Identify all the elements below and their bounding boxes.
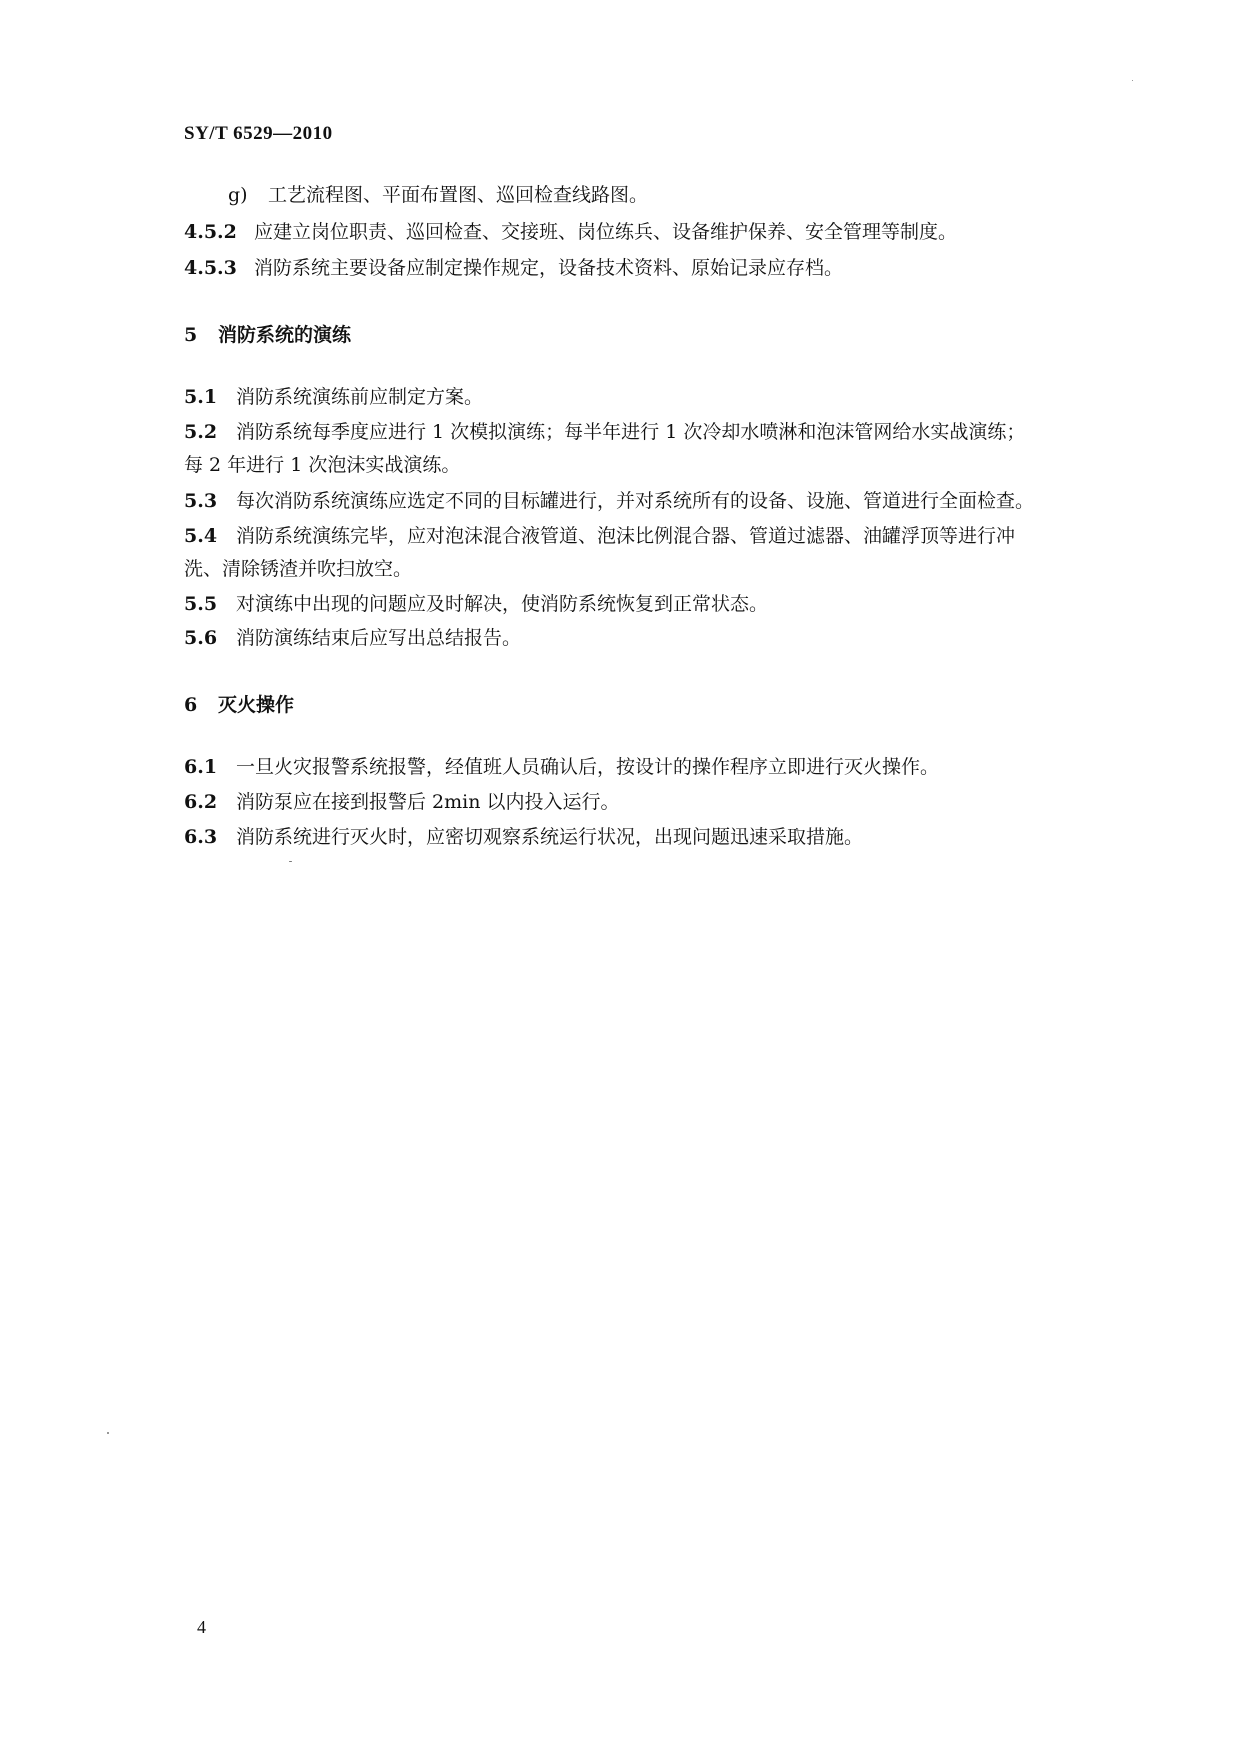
clause-number: 5.1 xyxy=(184,386,218,408)
clause-6-3 xyxy=(184,823,863,851)
clause-number: 4.5.3 xyxy=(184,257,237,279)
page-number: 4 xyxy=(197,1617,206,1637)
list-item-g xyxy=(228,181,648,209)
clause-5-2 xyxy=(184,418,1025,446)
clause-5-4 xyxy=(184,522,1015,550)
section-number: 6 xyxy=(184,694,198,716)
clause-5-1 xyxy=(184,383,483,411)
clause-5-4-continuation: 洗、清除锈渣并吹扫放空。 xyxy=(184,558,413,580)
clause-6-2 xyxy=(184,788,620,816)
clause-number: 5.3 xyxy=(184,490,218,512)
clause-text: 一旦火灾报警系统报警，经值班人员确认后，按设计的操作程序立即进行灭火操作。 xyxy=(236,756,940,778)
clause-4-5-3 xyxy=(184,254,843,282)
clause-text: 消防系统每季度应进行 1 次模拟演练；每半年进行 1 次冷却水喷淋和泡沫管网给水实战演练； xyxy=(236,421,1026,443)
scan-speck xyxy=(289,861,292,862)
clause-text: 消防系统演练完毕，应对泡沫混合液管道、泡沫比例混合器、管道过滤器、油罐浮顶等进行冲 xyxy=(236,525,1016,547)
clause-5-5 xyxy=(184,590,768,618)
clause-text: 消防泵应在接到报警后 2min 以内投入运行。 xyxy=(236,791,620,813)
clause-number: 6.1 xyxy=(184,756,218,778)
clause-text: 消防系统主要设备应制定操作规定，设备技术资料、原始记录应存档。 xyxy=(254,257,844,279)
clause-text: 消防系统进行灭火时，应密切观察系统运行状况，出现问题迅速采取措施。 xyxy=(236,826,864,848)
scan-speck xyxy=(1132,80,1133,81)
scan-speck xyxy=(107,1432,109,1434)
clause-number: 4.5.2 xyxy=(184,221,237,243)
section-heading-6 xyxy=(184,690,294,717)
clause-4-5-2 xyxy=(184,218,957,246)
clause-number: 5.4 xyxy=(184,525,218,547)
section-title: 灭火操作 xyxy=(218,694,295,716)
clause-5-6 xyxy=(184,624,521,652)
list-item-text: 工艺流程图、平面布置图、巡回检查线路图。 xyxy=(268,184,649,206)
clause-number: 6.2 xyxy=(184,791,218,813)
clause-number: 6.3 xyxy=(184,826,218,848)
section-heading-5 xyxy=(184,320,351,347)
clause-6-1 xyxy=(184,753,939,781)
clause-5-2-continuation: 每 2 年进行 1 次泡沫实战演练。 xyxy=(184,454,461,476)
clause-text: 每次消防系统演练应选定不同的目标罐进行，并对系统所有的设备、设施、管道进行全面检查。 xyxy=(236,490,1035,512)
clause-number: 5.6 xyxy=(184,627,218,649)
clause-number: 5.5 xyxy=(184,593,218,615)
clause-text: 对演练中出现的问题应及时解决，使消防系统恢复到正常状态。 xyxy=(236,593,769,615)
clause-number: 5.2 xyxy=(184,421,218,443)
clause-text: 应建立岗位职责、巡回检查、交接班、岗位练兵、设备维护保养、安全管理等制度。 xyxy=(254,221,958,243)
section-title: 消防系统的演练 xyxy=(218,324,352,346)
clause-5-3 xyxy=(184,487,1034,515)
clause-text: 消防演练结束后应写出总结报告。 xyxy=(236,627,522,649)
standard-code: SY/T 6529—2010 xyxy=(184,123,333,144)
clause-text: 消防系统演练前应制定方案。 xyxy=(236,386,484,408)
list-item-label: g) xyxy=(228,184,248,206)
section-number: 5 xyxy=(184,324,198,346)
